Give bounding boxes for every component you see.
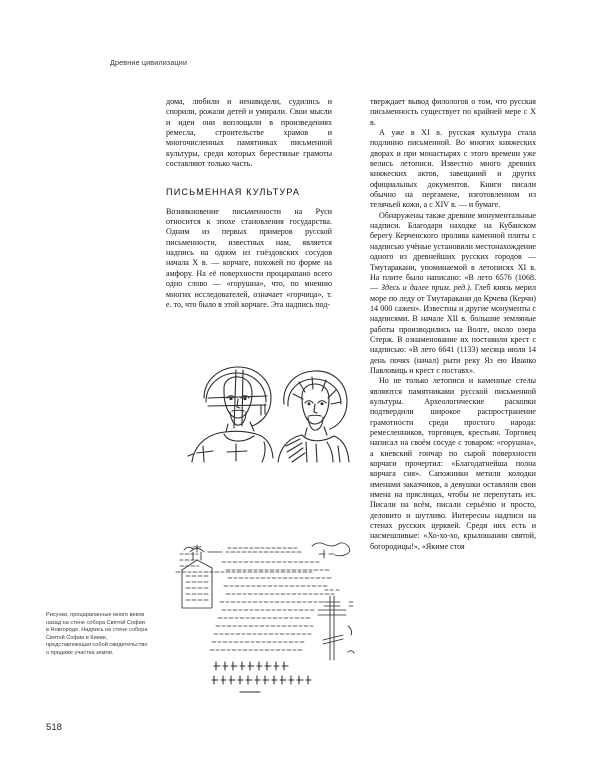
left-paragraph-2: Возникновение письменности на Руси относится к эпохе становления государства. Одним из первых примеров русской письменности, известных нам, является надпись на одном из гнёздовских сосудов начала X в. — корчаге, похожей по форме на амфору. На её поверхности процарапано всего одно слово — «горушна», что, по мнению многих исследователей, означает «горчица», т. е. то, что было в этой корчаге. Эта надпись под-: [166, 206, 332, 309]
inscription-top-lines: [176, 543, 350, 572]
right-paragraph-1: тверждает вывод филологов о том, что русская письменность существует по крайней мере с X в.: [370, 97, 536, 127]
right-paragraph-3: [370, 211, 536, 377]
editor-note-italic: Здесь и далее прим. ред.): [380, 283, 470, 293]
graffiti-drawings-image: [166, 358, 366, 518]
running-header: Древние цивилизации: [110, 58, 188, 67]
right-paragraph-2: А уже в XI в. русская культура стала подлинно письменной. Во многих княжеских дворах и при монастырях с этого времени уже велись летописи. Известно много древних княжеских актов, завещаний и других официальных документов. Книги писали обычно на пергамене, изготовленном из телячьей кожи, а с XIV в. — и бумаге.: [370, 128, 536, 210]
inscription-image: [166, 540, 366, 708]
inscription-body-lines: [210, 562, 334, 650]
figure-block: [166, 358, 366, 710]
right-text-column: [370, 97, 536, 552]
inscription-bottom-lines: [212, 662, 311, 692]
left-paragraph-1: дома, любили и ненавидели, судились и спорили, рожали детей и умирали. Свои мысли и идеи они воплощали в произведениях ремесла, строительстве храмов и многочисленных памятниках письменной культуры, среди которых берестяные грамоты составляют только часть.: [166, 97, 332, 169]
church-sketch: [182, 545, 212, 608]
figure-caption: Рисунки, процарапанные много веков назад на стене собора Святой Софии в Новгороде. Надпись на стене собора Святой Софии в Киеве, представляющая собой свидетельство о продаже участка земли.: [46, 612, 148, 656]
saint-figure-left: [188, 367, 273, 462]
cross-sketch: [318, 590, 354, 660]
page-number: 518: [46, 722, 63, 733]
section-heading: ПИСЬМЕННАЯ КУЛЬТУРА: [166, 187, 301, 198]
left-text-column: [166, 97, 332, 310]
right-paragraph-4: Но не только летописи и каменные стелы являются памятниками русской письменной культуры. Археологические раскопки подтвердили широкое распространение грамотности среди простого народа: ремесленников, торговцев, крестьян. Торговец написал на своём сосуде с товаром: «горушна», а киевский гончар по сырой поверхности корчаги прочертил: «Благодатнейша полна корчага сия». Сапожники метили колодки именами заказчиков, а девушки оставляли свои имена на пряслицах, чтобы не перепутать их. Писали на всём, писали серьёзно и просто, деловито и шутливо. Интересны надписи на стенах русских церквей. Среди них есть и насмешливые: «Хо-хо-хо, крылошанин святой, богородицы!», «Якиме стоя: [370, 376, 536, 551]
saint-figure-right: [278, 371, 349, 462]
right-paragraph-3-lead: Обнаружены также древние монументальные надписи. Благодаря находке на Кубанском берегу Керченского пролива каменной плиты с надписью учёные установили местонахождение одного из древнейших русских городов — Тмутаракани, упоминаемой в летописях XI в. На плите было написано: «В лето 6576 (1068. —: [370, 210, 536, 293]
right-paragraph-3-tail: . Глеб князь мерил море по леду от Тмутаракани до Крчева (Керчи) 14 000 сажен». Известны и другие монументы с надписями. В начале XII в. большие земляные работы производились на Волге, около озера Стерж. В ознаменование их поставили крест с надписью: «В лето 6641 (1133) месяца июля 14 день почях (начал) рыти реку Яз ею Иванко Павловиць и крест с поставх».: [370, 283, 536, 375]
